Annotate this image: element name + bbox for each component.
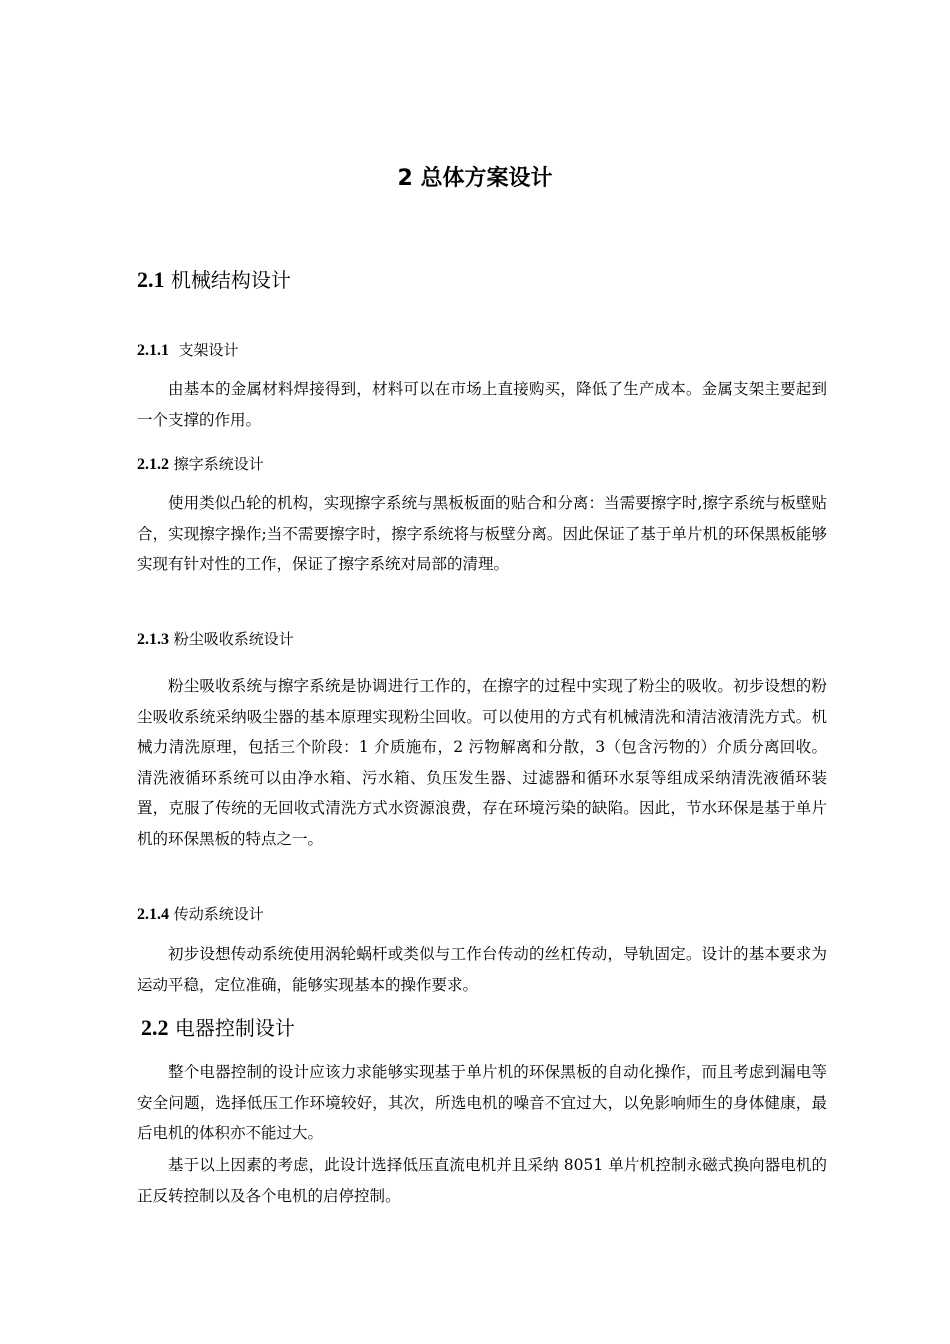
paragraph-2-2-a: 整个电器控制的设计应该力求能够实现基于单片机的环保黑板的自动化操作，而且考虑到漏电等安全问题，选择低压工作环境较好，其次，所选电机的噪音不宜过大，以免影响师生的身体健康，最后电机的体积亦不能过大。 [137, 1063, 827, 1142]
subsection-title: 擦字系统设计 [173, 455, 264, 473]
subsection-number: 2.1.4 [137, 906, 169, 923]
subsection-heading-2-1-2 [137, 453, 264, 476]
paragraph-2-1-1: 由基本的金属材料焊接得到，材料可以在市场上直接购买，降低了生产成本。金属支架主要起到一个支撑的作用。 [137, 380, 827, 429]
subsection-heading-2-1-3 [137, 628, 294, 651]
chapter-title: 2 总体方案设计 [397, 166, 553, 191]
subsection-title: 支架设计 [178, 341, 239, 359]
section-title: 电器控制设计 [174, 1016, 295, 1040]
subsection-number: 2.1.2 [137, 456, 169, 473]
subsection-number: 2.1.1 [137, 342, 169, 359]
section-number: 2.2 [141, 1015, 169, 1040]
subsection-title: 传动系统设计 [173, 905, 264, 923]
paragraph-2-2-b: 基于以上因素的考虑，此设计选择低压直流电机并且采纳 8051 单片机控制永磁式换向器电机的正反转控制以及各个电机的启停控制。 [137, 1156, 827, 1205]
subsection-title: 粉尘吸收系统设计 [173, 630, 294, 648]
section-heading-2-1 [137, 266, 291, 294]
subsection-heading-2-1-4 [137, 903, 264, 926]
paragraph-2-1-4: 初步设想传动系统使用涡轮蜗杆或类似与工作台传动的丝杠传动，导轨固定。设计的基本要求为运动平稳，定位准确，能够实现基本的操作要求。 [137, 945, 827, 994]
paragraph-2-1-3: 粉尘吸收系统与擦字系统是协调进行工作的，在擦字的过程中实现了粉尘的吸收。初步设想的粉尘吸收系统采纳吸尘器的基本原理实现粉尘回收。可以使用的方式有机械清洗和清洁液清洗方式。机械力清洗原理，包括三个阶段：1 介质施布，2 污物解离和分散，3（包含污物的）介质分离回收。清洗液循环系统可以由净水箱、污水箱、负压发生器、过滤器和循环水泵等组成采纳清洗液循环装置，克服了传统的无回收式清洗方式水资源浪费，存在环境污染的缺陷。因此，节水环保是基于单片机的环保黑板的特点之一。 [137, 677, 827, 848]
subsection-number: 2.1.3 [137, 631, 169, 648]
paragraph-2-1-2: 使用类似凸轮的机构，实现擦字系统与黑板板面的贴合和分离：当需要擦字时,擦字系统与板壁贴合，实现擦字操作;当不需要擦字时，擦字系统将与板壁分离。因此保证了基于单片机的环保黑板能够实现有针对性的工作，保证了擦字系统对局部的清理。 [137, 494, 827, 573]
section-title: 机械结构设计 [170, 268, 291, 292]
section-heading-2-2 [141, 1014, 295, 1042]
subsection-heading-2-1-1 [137, 339, 239, 362]
section-number: 2.1 [137, 267, 165, 292]
